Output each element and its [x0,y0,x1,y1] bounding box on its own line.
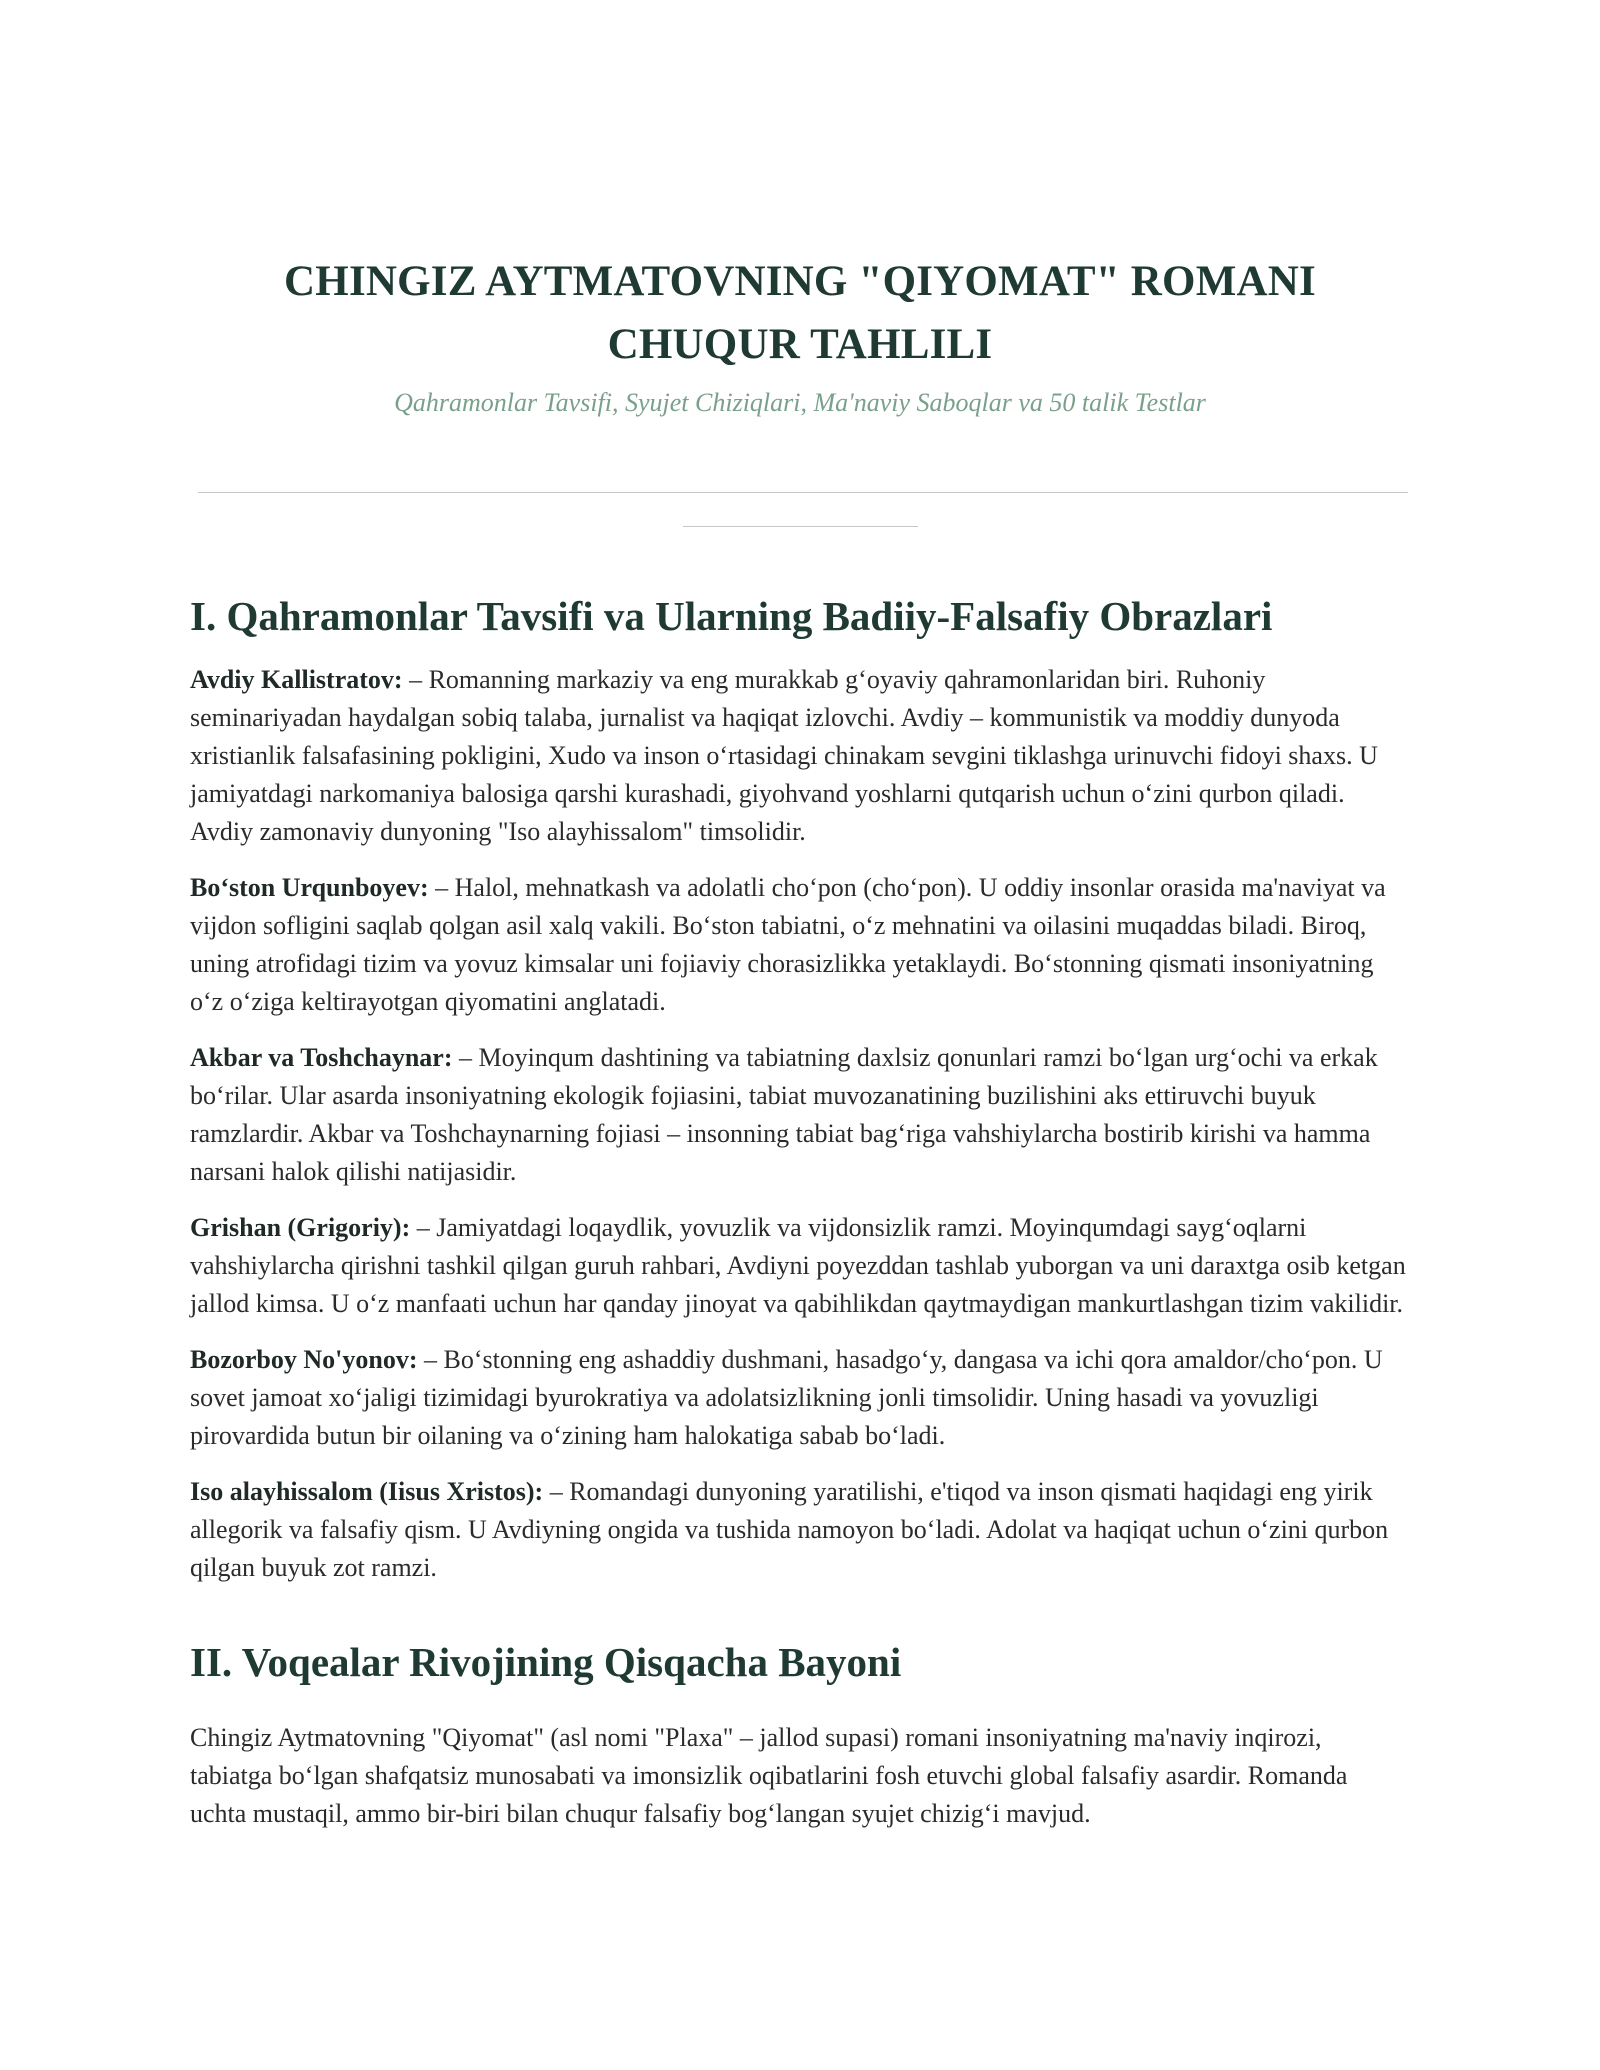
divider-long [198,492,1408,493]
character-description: – Romanning markaziy va eng murakkab g‘oyaviy qahramonlaridan biri. Ruhoniy seminariyadan haydalgan sobiq talaba, jurnalist va haqiqat izlovchi. Avdiy – kommunistik va moddiy dunyoda xristianlik falsafasining pokligini, Xudo va inson o‘rtasidagi chinakam sevgini tiklashga urinuvchi fidoyi shaxs. U jamiyatdagi narkomaniya balosiga qarshi kurashadi, giyohvand yoshlarni qutqarish uchun o‘zini qurbon qiladi. Avdiy zamonaviy dunyoning "Iso alayhissalom" timsolidir. [190,665,1378,846]
document-page [190,250,1410,1833]
character-description: – Bo‘stonning eng ashaddiy dushmani, hasadgo‘y, dangasa va ichi qora amaldor/cho‘pon. U sovet jamoat xo‘jaligi tizimidagi byurokratiya va adolatsizlikning jonli timsolidir. Uning hasadi va yovuzligi pirovardida butun bir oilaning va o‘zining ham halokatiga sabab bo‘ladi. [190,1345,1383,1450]
character-name: Bozorboy No'yonov: [190,1345,418,1374]
character-entry-boston [190,869,1410,1021]
character-entry-akbar [190,1039,1410,1191]
character-entry-avdiy [190,661,1410,851]
character-entry-bozorboy [190,1341,1410,1455]
title-line-1: CHINGIZ AYTMATOVNING "QIYOMAT" ROMANI [284,258,1316,305]
character-description: – Halol, mehnatkash va adolatli cho‘pon (cho‘pon). U oddiy insonlar orasida ma'naviyat va vijdon sofligini saqlab qolgan asil xalq vakili. Bo‘ston tabiatni, o‘z mehnatini va oilasini muqaddas biladi. Biroq, uning atrofidagi tizim va yovuz kimsalar uni fojiaviy chorasizlikka yetaklaydi. Bo‘stonning qismati insoniyatning o‘z o‘ziga keltirayotgan qiyomatini anglatadi. [190,873,1386,1016]
title-line-2: CHUQUR TAHLILI [607,321,993,368]
section-2-paragraph: Chingiz Aytmatovning "Qiyomat" (asl nomi "Plaxa" – jallod supasi) romani insoniyatning ma'naviy inqirozi, tabiatga bo‘lgan shafqatsiz munosabati va imonsizlik oqibatlarini fosh etuvchi global falsafiy asardir. Romanda uchta mustaqil, ammo bir-biri bilan chuqur falsafiy bog‘langan syujet chizig‘i mavjud. [190,1723,1348,1828]
character-name: Bo‘ston Urqunboyev: [190,873,429,902]
document-title [190,250,1410,376]
character-name: Grishan (Grigoriy): [190,1213,411,1242]
section-1-heading: I. Qahramonlar Tavsifi va Ularning Badiiy-Falsafiy Obrazlari [190,593,1273,639]
character-name: Iso alayhissalom (Iisus Xristos): [190,1477,544,1506]
character-entry-grishan [190,1209,1410,1323]
character-description: – Jamiyatdagi loqaydlik, yovuzlik va vijdonsizlik ramzi. Moyinqumdagi sayg‘oqlarni vahshiylarcha qirishni tashkil qilgan guruh rahbari, Avdiyni poyezddan tashlab yuborgan va uni daraxtga osib ketgan jallod kimsa. U o‘z manfaati uchun har qanday jinoyat va qabihlikdan qaytmaydigan mankurtlashgan tizim vakilidir. [190,1213,1406,1318]
document-subtitle: Qahramonlar Tavsifi, Syujet Chiziqlari, Ma'naviy Saboqlar va 50 talik Testlar [394,388,1206,417]
character-description: – Romandagi dunyoning yaratilishi, e'tiqod va inson qismati haqidagi eng yirik allegorik va falsafiy qism. U Avdiyning ongida va tushida namoyon bo‘ladi. Adolat va haqiqat uchun o‘zini qurbon qilgan buyuk zot ramzi. [190,1477,1389,1582]
section-2-heading: II. Voqealar Rivojining Qisqacha Bayoni [190,1639,902,1685]
character-name: Avdiy Kallistratov: [190,665,403,694]
character-entry-iso [190,1473,1410,1587]
divider-short [683,526,918,527]
character-description: – Moyinqum dashtining va tabiatning daxlsiz qonunlari ramzi bo‘lgan urg‘ochi va erkak bo‘rilar. Ular asarda insoniyatning ekologik fojiasini, tabiat muvozanatining buzilishini aks ettiruvchi buyuk ramzlardir. Akbar va Toshchaynarning fojiasi – insonning tabiat bag‘riga vahshiylarcha bostirib kirishi va hamma narsani halok qilishi natijasidir. [190,1043,1378,1186]
character-name: Akbar va Toshchaynar: [190,1043,453,1072]
